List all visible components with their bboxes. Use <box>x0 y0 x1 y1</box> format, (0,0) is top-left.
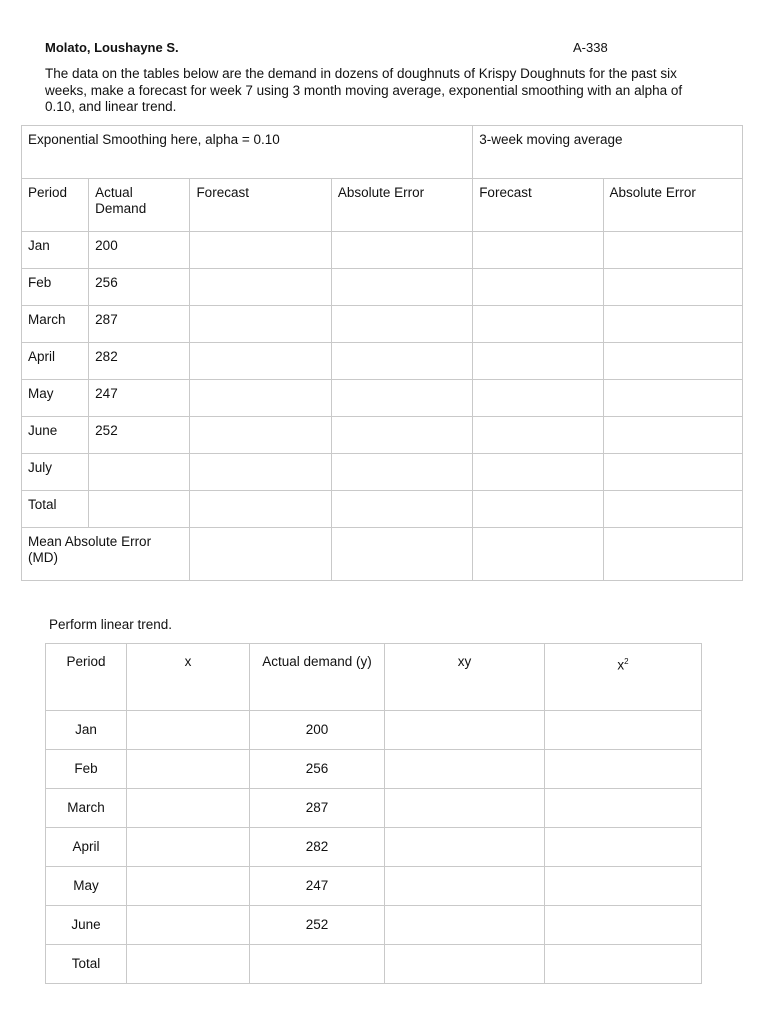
empty-cell <box>127 867 250 906</box>
empty-cell <box>190 306 331 343</box>
col-xy: xy <box>385 644 545 711</box>
demand-cell: 256 <box>250 750 385 789</box>
period-cell: June <box>22 417 89 454</box>
table-row <box>46 750 702 789</box>
empty-cell <box>190 380 331 417</box>
period-cell: May <box>22 380 89 417</box>
demand-cell: 200 <box>250 711 385 750</box>
empty-cell <box>331 306 472 343</box>
student-name: Molato, Loushayne S. <box>45 40 179 55</box>
empty-cell <box>473 528 603 581</box>
actual-cell: 247 <box>89 380 190 417</box>
linear-trend-label: Perform linear trend. <box>49 617 173 632</box>
empty-cell <box>331 269 472 306</box>
period-cell: Jan <box>46 711 127 750</box>
table-row <box>22 380 743 417</box>
empty-cell <box>331 528 472 581</box>
empty-cell <box>603 306 742 343</box>
table-row <box>22 269 743 306</box>
table-row <box>22 306 743 343</box>
empty-cell <box>190 269 331 306</box>
period-cell: March <box>22 306 89 343</box>
empty-cell <box>385 789 545 828</box>
empty-cell <box>545 906 702 945</box>
empty-cell <box>473 232 603 269</box>
actual-cell: 200 <box>89 232 190 269</box>
actual-cell: 287 <box>89 306 190 343</box>
empty-cell <box>127 789 250 828</box>
empty-cell <box>473 417 603 454</box>
empty-cell <box>385 867 545 906</box>
empty-cell <box>603 269 742 306</box>
empty-cell <box>190 528 331 581</box>
table-row <box>46 711 702 750</box>
empty-cell <box>545 711 702 750</box>
demand-cell: 247 <box>250 867 385 906</box>
col-actual-demand: Actual Demand <box>89 179 190 232</box>
col-abs-error-es: Absolute Error <box>331 179 472 232</box>
demand-cell: 287 <box>250 789 385 828</box>
period-cell: April <box>22 343 89 380</box>
empty-cell <box>473 380 603 417</box>
col-period: Period <box>22 179 89 232</box>
col-forecast-ma: Forecast <box>473 179 603 232</box>
period-cell: July <box>22 454 89 491</box>
col-x: x <box>127 644 250 711</box>
table-row <box>46 906 702 945</box>
period-cell: April <box>46 828 127 867</box>
empty-cell <box>331 454 472 491</box>
empty-cell <box>603 232 742 269</box>
empty-cell <box>545 789 702 828</box>
table-row <box>46 828 702 867</box>
period-cell: Feb <box>22 269 89 306</box>
empty-cell <box>127 828 250 867</box>
empty-cell <box>190 491 331 528</box>
period-cell: Jan <box>22 232 89 269</box>
table-row <box>46 945 702 984</box>
section-code: A-338 <box>573 40 608 55</box>
empty-cell <box>603 343 742 380</box>
empty-cell <box>545 828 702 867</box>
empty-cell <box>331 491 472 528</box>
empty-cell <box>190 454 331 491</box>
section-exponential-smoothing: Exponential Smoothing here, alpha = 0.10 <box>22 126 473 179</box>
table-row <box>46 789 702 828</box>
table-row <box>22 232 743 269</box>
col-actual-demand-y: Actual demand (y) <box>250 644 385 711</box>
empty-cell <box>603 528 742 581</box>
empty-cell <box>385 906 545 945</box>
exponential-smoothing-table <box>21 125 743 581</box>
empty-cell <box>545 945 702 984</box>
period-cell: Feb <box>46 750 127 789</box>
empty-cell <box>190 343 331 380</box>
empty-cell <box>127 945 250 984</box>
actual-cell: 252 <box>89 417 190 454</box>
empty-cell <box>473 454 603 491</box>
actual-cell: 282 <box>89 343 190 380</box>
period-cell: May <box>46 867 127 906</box>
empty-cell <box>603 380 742 417</box>
period-cell: June <box>46 906 127 945</box>
empty-cell <box>127 906 250 945</box>
empty-cell <box>473 269 603 306</box>
empty-cell <box>473 343 603 380</box>
demand-cell: 282 <box>250 828 385 867</box>
demand-cell <box>250 945 385 984</box>
actual-cell: 256 <box>89 269 190 306</box>
empty-cell <box>473 306 603 343</box>
mae-label: Mean Absolute Error (MD) <box>22 528 190 581</box>
table-row <box>22 417 743 454</box>
actual-cell <box>89 491 190 528</box>
empty-cell <box>385 828 545 867</box>
empty-cell <box>127 750 250 789</box>
demand-cell: 252 <box>250 906 385 945</box>
col-forecast-es: Forecast <box>190 179 331 232</box>
empty-cell <box>545 867 702 906</box>
linear-trend-table <box>45 643 702 984</box>
empty-cell <box>331 232 472 269</box>
table-row <box>22 454 743 491</box>
col-abs-error-ma: Absolute Error <box>603 179 742 232</box>
col-x-squared: $x^2$ <box>545 644 702 711</box>
table-row <box>22 343 743 380</box>
empty-cell <box>190 232 331 269</box>
empty-cell <box>331 380 472 417</box>
actual-cell <box>89 454 190 491</box>
col-period: Period <box>46 644 127 711</box>
empty-cell <box>385 945 545 984</box>
empty-cell <box>385 750 545 789</box>
table-row <box>46 867 702 906</box>
period-cell: Total <box>46 945 127 984</box>
empty-cell <box>331 343 472 380</box>
empty-cell <box>190 417 331 454</box>
period-cell: Total <box>22 491 89 528</box>
empty-cell <box>331 417 472 454</box>
table-row <box>22 491 743 528</box>
empty-cell <box>127 711 250 750</box>
empty-cell <box>603 417 742 454</box>
empty-cell <box>603 454 742 491</box>
empty-cell <box>545 750 702 789</box>
empty-cell <box>385 711 545 750</box>
empty-cell <box>473 491 603 528</box>
empty-cell <box>603 491 742 528</box>
instructions-paragraph: The data on the tables below are the demand in dozens of doughnuts of Krispy Doughnuts for the past six weeks, make a forecast for week 7 using 3 month moving average, exponential smoothing with an alpha of 0.10, and linear trend. <box>45 66 683 114</box>
period-cell: March <box>46 789 127 828</box>
section-moving-average: 3-week moving average <box>473 126 743 179</box>
